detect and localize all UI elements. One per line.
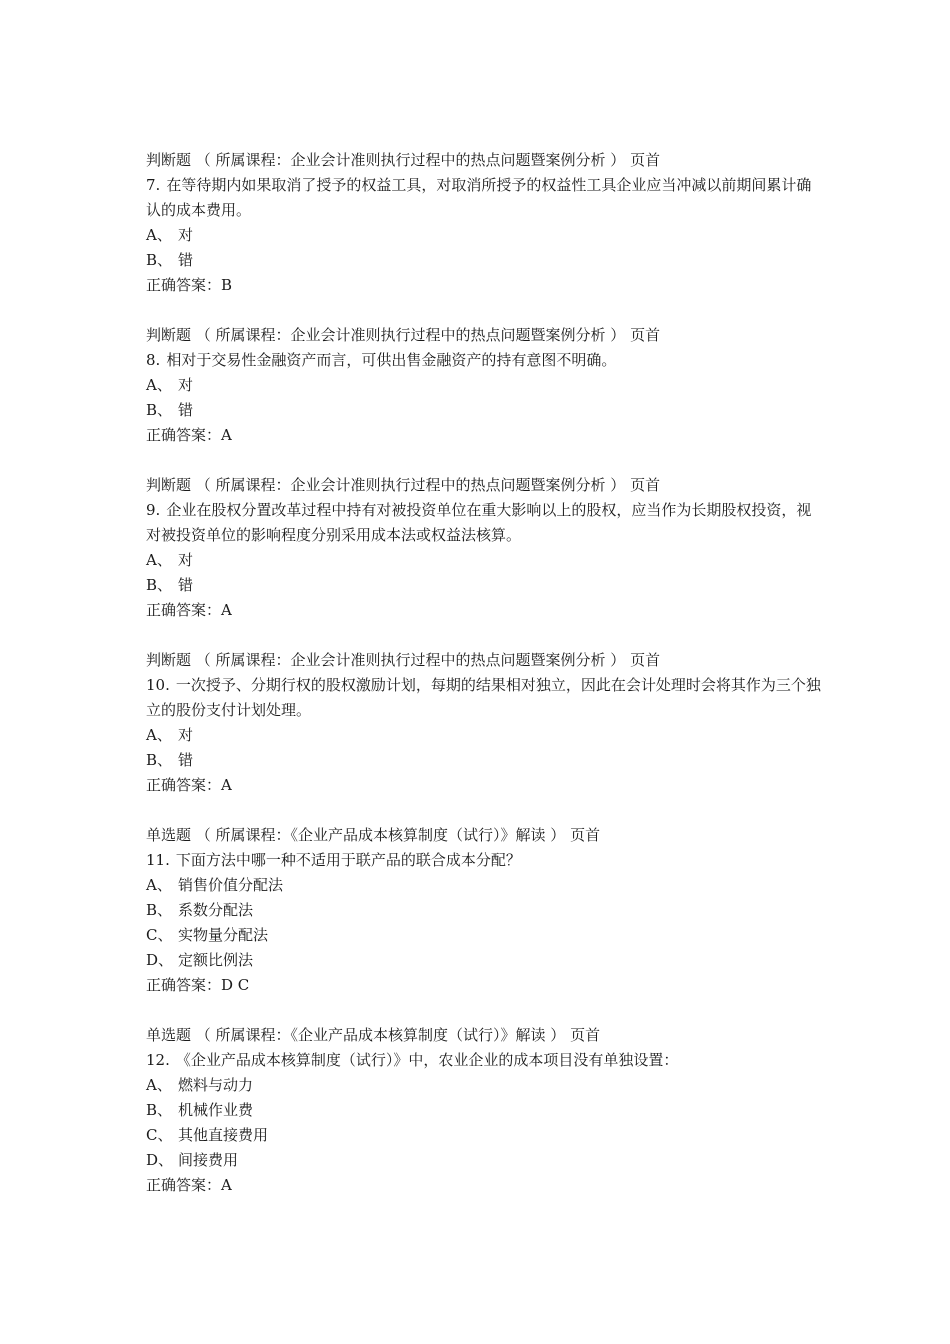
option-text: 对 xyxy=(178,551,194,569)
question-header: 判断题 （ 所属课程：企业会计准则执行过程中的热点问题暨案例分析 ） 页首 xyxy=(146,651,661,669)
question-block xyxy=(146,473,826,623)
question-block xyxy=(146,823,826,998)
option-letter: C、 xyxy=(146,1126,173,1144)
question-header: 判断题 （ 所属课程：企业会计准则执行过程中的热点问题暨案例分析 ） 页首 xyxy=(146,151,661,169)
option-letter: A、 xyxy=(146,726,172,744)
option-text: 对 xyxy=(178,726,194,744)
option-text: 销售价值分配法 xyxy=(178,876,284,894)
option-letter: B、 xyxy=(146,251,173,269)
option-b xyxy=(146,248,826,273)
option-b xyxy=(146,898,826,923)
question-text: 一次授予、分期行权的股权激励计划，每期的结果相对独立，因此在会计处理时会将其作为三个独立的股份支付计划处理。 xyxy=(146,676,821,719)
option-text: 错 xyxy=(178,751,194,769)
question-header: 判断题 （ 所属课程：企业会计准则执行过程中的热点问题暨案例分析 ） 页首 xyxy=(146,326,661,344)
option-b xyxy=(146,398,826,423)
option-letter: A、 xyxy=(146,226,172,244)
option-text: 错 xyxy=(178,401,194,419)
option-letter: D、 xyxy=(146,1151,174,1169)
option-letter: A、 xyxy=(146,376,172,394)
question-stem xyxy=(146,848,826,873)
option-d xyxy=(146,1148,826,1173)
option-letter: C、 xyxy=(146,926,173,944)
question-text: 企业在股权分置改革过程中持有对被投资单位在重大影响以上的股权，应当作为长期股权投资，视对被投资单位的影响程度分别采用成本法或权益法核算。 xyxy=(146,501,812,544)
question-stem xyxy=(146,1048,826,1073)
question-number: 9. xyxy=(146,501,161,519)
option-b xyxy=(146,748,826,773)
question-header: 判断题 （ 所属课程：企业会计准则执行过程中的热点问题暨案例分析 ） 页首 xyxy=(146,476,661,494)
question-number: 12. xyxy=(146,1051,170,1069)
option-text: 错 xyxy=(178,251,194,269)
option-a xyxy=(146,723,826,748)
question-block xyxy=(146,648,826,798)
option-a xyxy=(146,373,826,398)
option-letter: B、 xyxy=(146,401,173,419)
option-a xyxy=(146,1073,826,1098)
option-text: 其他直接费用 xyxy=(178,1126,269,1144)
option-c xyxy=(146,1123,826,1148)
option-letter: B、 xyxy=(146,751,173,769)
option-a xyxy=(146,223,826,248)
option-text: 间接费用 xyxy=(178,1151,239,1169)
option-a xyxy=(146,548,826,573)
correct-answer: 正确答案：A xyxy=(146,426,232,444)
option-letter: D、 xyxy=(146,951,174,969)
option-letter: B、 xyxy=(146,901,173,919)
question-text: 在等待期内如果取消了授予的权益工具，对取消所授予的权益性工具企业应当冲减以前期间累计确认的成本费用。 xyxy=(146,176,812,219)
option-text: 错 xyxy=(178,576,194,594)
option-b xyxy=(146,1098,826,1123)
question-header: 单选题 （ 所属课程：《企业产品成本核算制度（试行）》解读 ） 页首 xyxy=(146,826,601,844)
question-text: 相对于交易性金融资产而言，可供出售金融资产的持有意图不明确。 xyxy=(166,351,617,369)
option-letter: A、 xyxy=(146,551,172,569)
question-block xyxy=(146,1023,826,1198)
option-letter: A、 xyxy=(146,876,172,894)
question-number: 10. xyxy=(146,676,170,694)
question-stem xyxy=(146,673,826,723)
option-c xyxy=(146,923,826,948)
question-number: 8. xyxy=(146,351,161,369)
option-text: 对 xyxy=(178,226,194,244)
option-text: 燃料与动力 xyxy=(178,1076,254,1094)
correct-answer: 正确答案：B xyxy=(146,276,233,294)
correct-answer: 正确答案：A xyxy=(146,776,232,794)
question-block xyxy=(146,323,826,448)
document-page xyxy=(146,148,826,1223)
correct-answer: 正确答案：D C xyxy=(146,976,250,994)
correct-answer: 正确答案：A xyxy=(146,1176,232,1194)
option-text: 对 xyxy=(178,376,194,394)
question-stem xyxy=(146,173,826,223)
option-text: 机械作业费 xyxy=(178,1101,254,1119)
question-number: 7. xyxy=(146,176,161,194)
option-d xyxy=(146,948,826,973)
question-stem xyxy=(146,348,826,373)
question-header: 单选题 （ 所属课程：《企业产品成本核算制度（试行）》解读 ） 页首 xyxy=(146,1026,601,1044)
question-text: 《企业产品成本核算制度（试行）》中，农业企业的成本项目没有单独设置： xyxy=(175,1051,679,1069)
question-stem xyxy=(146,498,826,548)
option-a xyxy=(146,873,826,898)
option-text: 定额比例法 xyxy=(178,951,254,969)
option-text: 系数分配法 xyxy=(178,901,254,919)
question-block xyxy=(146,148,826,298)
option-letter: B、 xyxy=(146,1101,173,1119)
question-text: 下面方法中哪一种不适用于联产品的联合成本分配？ xyxy=(175,851,521,869)
option-letter: A、 xyxy=(146,1076,172,1094)
option-text: 实物量分配法 xyxy=(178,926,269,944)
correct-answer: 正确答案：A xyxy=(146,601,232,619)
question-number: 11. xyxy=(146,851,170,869)
option-b xyxy=(146,573,826,598)
option-letter: B、 xyxy=(146,576,173,594)
